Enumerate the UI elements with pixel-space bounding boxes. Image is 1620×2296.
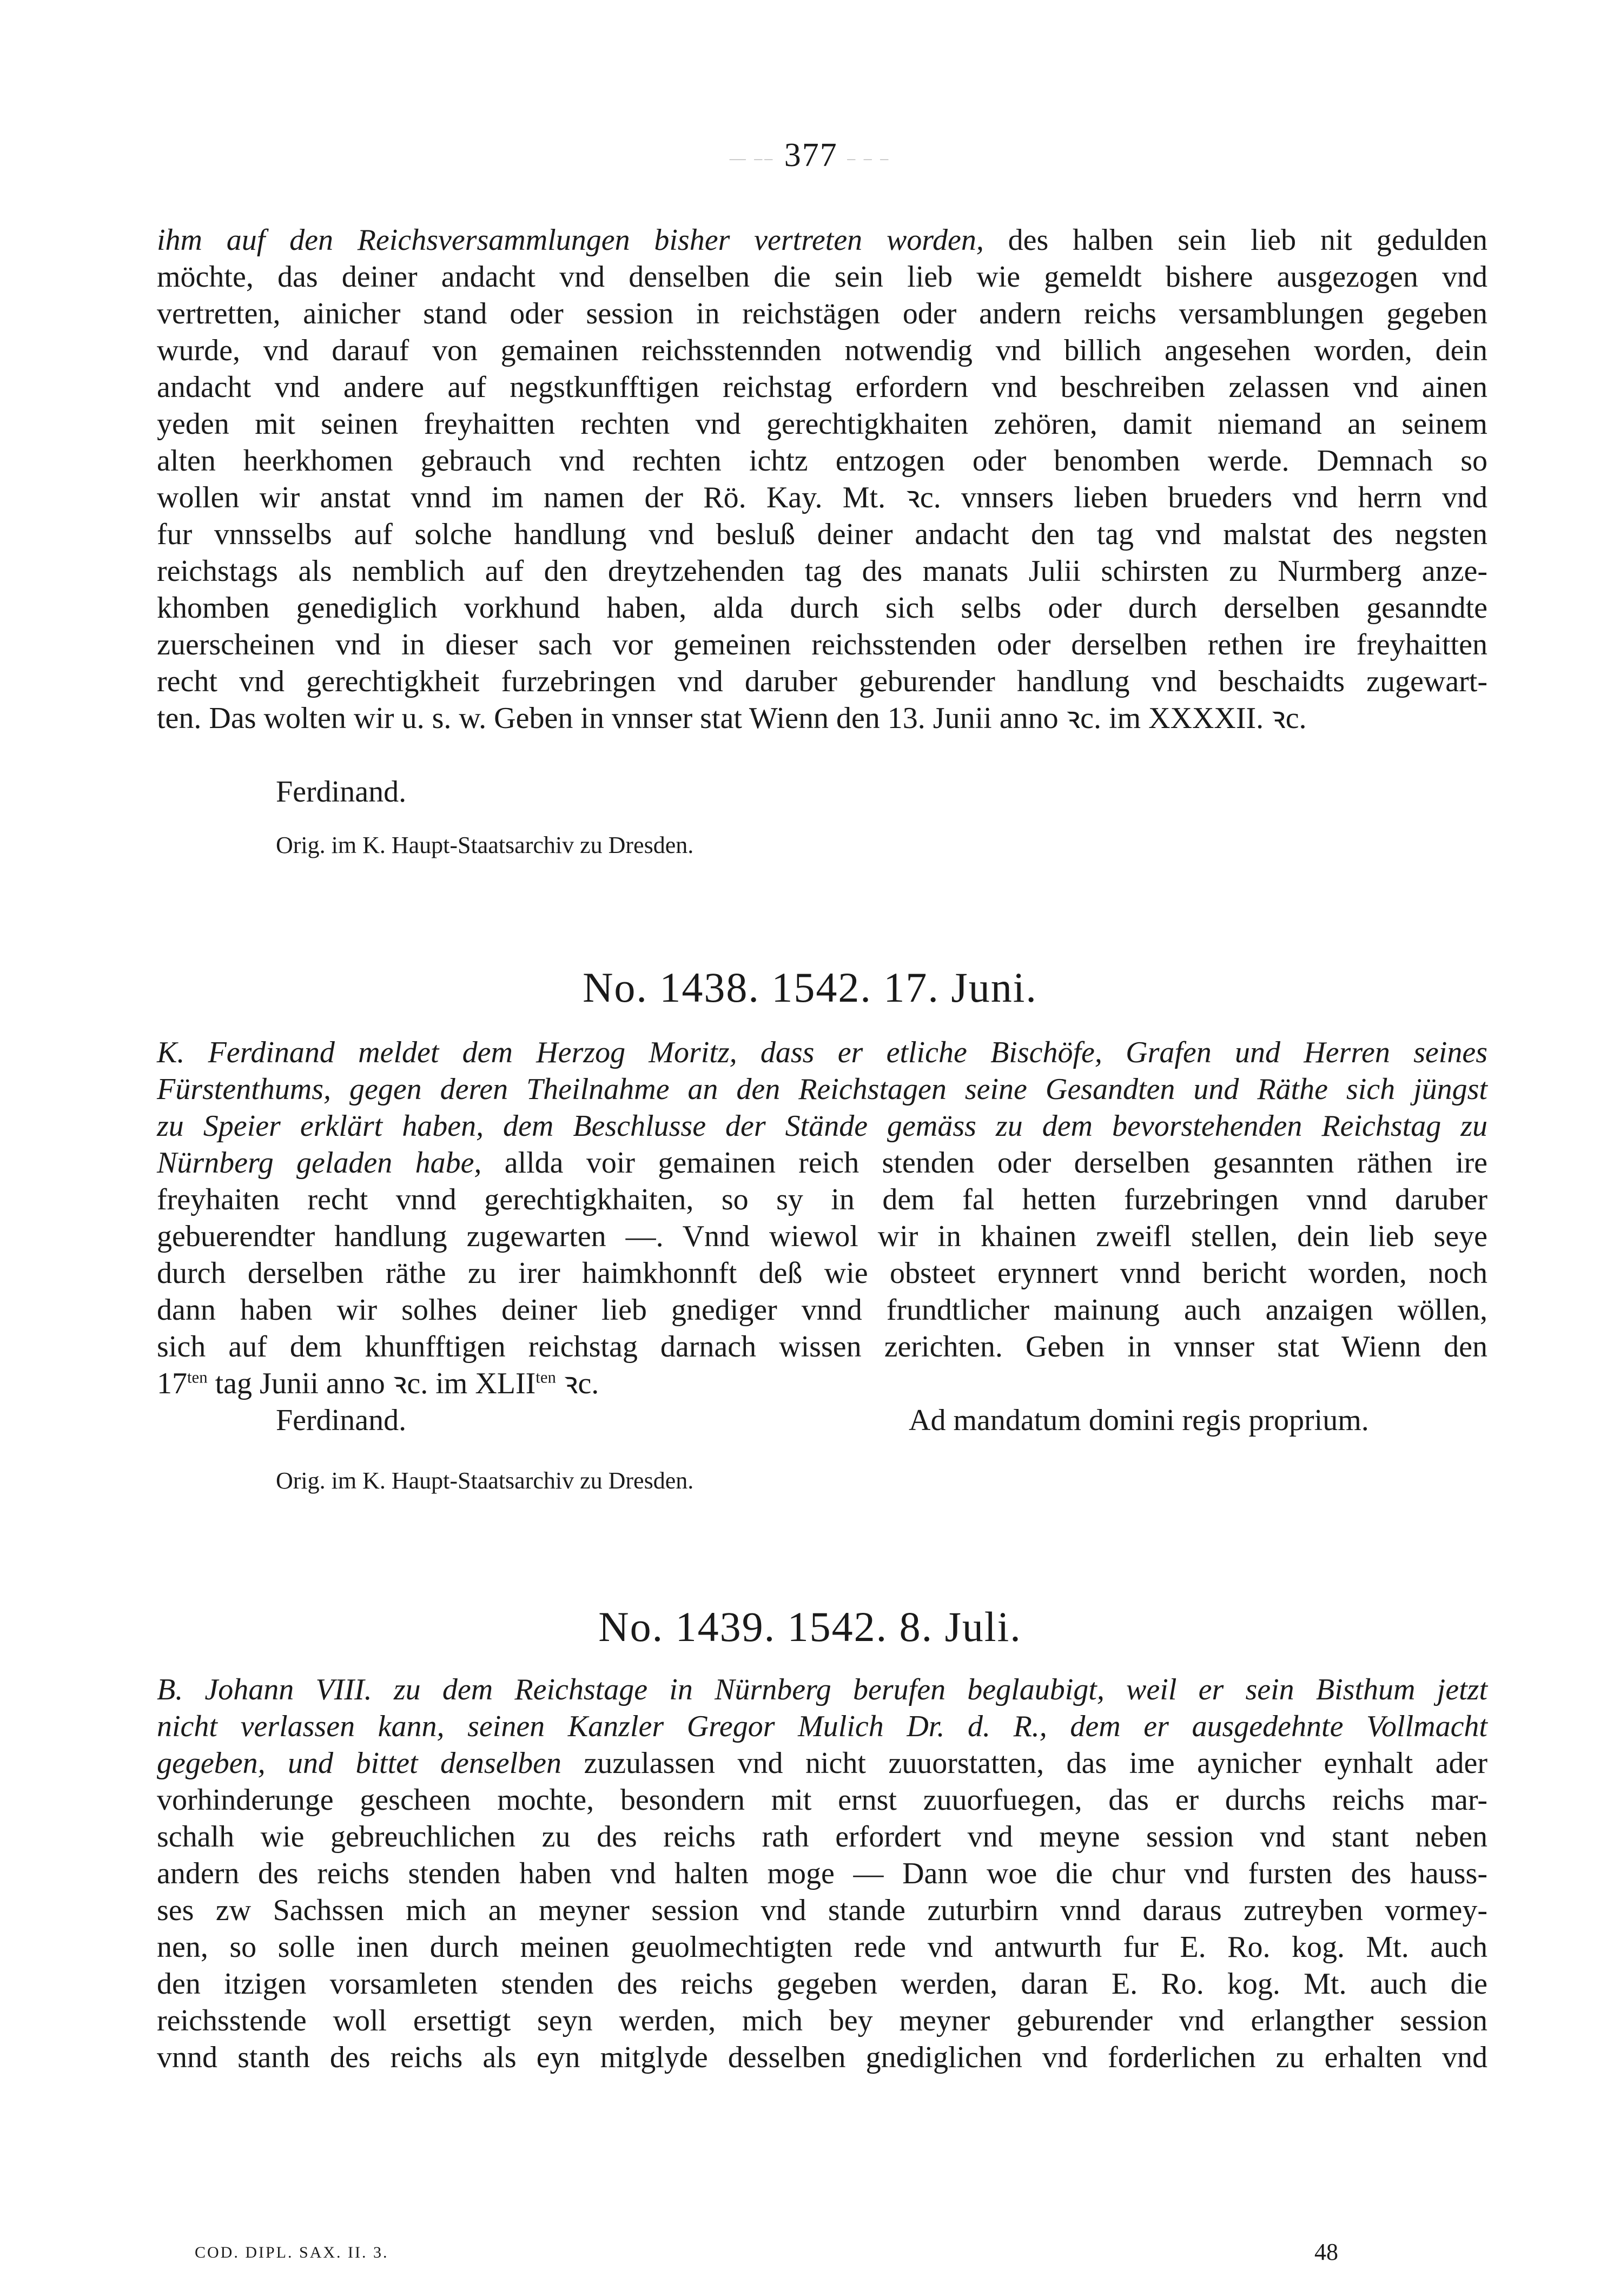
text-line bbox=[157, 1671, 1487, 1708]
ornament-dash-right: – – – bbox=[847, 149, 891, 167]
italic-span: Fürstenthums, gegen deren Theilnahme an den Reichstagen seine Gesandten und Räthe sich jüngst bbox=[157, 1073, 1487, 1106]
text-line: vorhinderunge gescheen mochte, besondern mit ernst zuuorfuegen, das er durchs reichs mar- bbox=[157, 1783, 1487, 1817]
text-line: dann haben wir solhes deiner lieb gnediger vnnd frundtlicher mainung auch anzaigen wöllen, bbox=[157, 1293, 1487, 1327]
text-line: khomben genediglich vorkhund haben, alda durch sich selbs oder durch derselben gesanndte bbox=[157, 591, 1487, 625]
italic-span: K. Ferdinand meldet dem Herzog Moritz, dass er etliche Bischöfe, Grafen und Herren seines bbox=[157, 1036, 1487, 1069]
italic-span: Nürnberg geladen habe, bbox=[157, 1146, 482, 1180]
text-line: durch derselben räthe zu irer haimkhonnft deß wie obsteet erynnert vnnd bericht worden, noch bbox=[157, 1256, 1487, 1290]
text-line: reichsstende woll ersettigt seyn werden, mich bey meyner geburender vnd erlangther session bbox=[157, 2004, 1487, 2037]
text-line bbox=[157, 1108, 1487, 1144]
date-end: ꝛc. bbox=[556, 1367, 599, 1400]
text-line bbox=[157, 1745, 1487, 1782]
document-heading: No. 1438. 1542. 17. Juni. bbox=[583, 964, 1037, 1011]
footer-signature-mark: 48 bbox=[1314, 2239, 1338, 2265]
italic-span: B. Johann VIII. zu dem Reichstage in Nürnberg berufen beglaubigt, weil er sein Bisthum jetzt bbox=[157, 1673, 1487, 1706]
text-line: reichstags als nemblich auf den dreytzehenden tag des manats Julii schirsten zu Nurmberg anze- bbox=[157, 554, 1487, 588]
text-line: andacht vnd andere auf negstkunfftigen reichstag erfordern vnd beschreiben zelassen vnd ainen bbox=[157, 370, 1487, 404]
page-number: 377 bbox=[784, 137, 838, 174]
text-line: den itzigen vorsamleten stenden des reichs gegeben werden, daran E. Ro. kog. Mt. auch die bbox=[157, 1967, 1487, 2001]
text-line: yeden mit seinen freyhaitten rechten vnd gerechtigkhaiten zehören, damit niemand an seinem bbox=[157, 407, 1487, 441]
text-line: andern des reichs stenden haben vnd halten moge — Dann woe die chur vnd fursten des hauss- bbox=[157, 1857, 1487, 1890]
date-line bbox=[157, 1365, 1487, 1402]
text-line: ten. Das wolten wir u. s. w. Geben in vnnser stat Wienn den 13. Junii anno ꝛc. im XXXXII. ꝛc. bbox=[157, 702, 1307, 735]
document-heading: No. 1439. 1542. 8. Juli. bbox=[598, 1603, 1022, 1650]
date-day: 17 bbox=[157, 1367, 187, 1400]
text-line bbox=[157, 222, 1487, 259]
text-line: möchte, das deiner andacht vnd denselben die sein lieb wie gemeldt bishere ausgezogen vnd bbox=[157, 260, 1487, 294]
text-line: fur vnnsselbs auf solche handlung vnd besluß deiner andacht den tag vnd malstat des negsten bbox=[157, 518, 1487, 551]
superscript: ten bbox=[187, 1368, 208, 1387]
italic-span: nicht verlassen kann, seinen Kanzler Gregor Mulich Dr. d. R., dem er ausgedehnte Vollmacht bbox=[157, 1710, 1487, 1743]
text-line: sich auf dem khunfftigen reichstag darnach wissen zerichten. Geben in vnnser stat Wienn den bbox=[157, 1330, 1487, 1364]
text-line: alten heerkhomen gebrauch vnd rechten ichtz entzogen oder benomben werde. Demnach so bbox=[157, 444, 1487, 478]
footer-collection-ref: COD. DIPL. SAX. II. 3. bbox=[195, 2244, 389, 2261]
text-span: des halben sein lieb nit gedulden bbox=[983, 223, 1488, 257]
source-note: Orig. im K. Haupt-Staatsarchiv zu Dresden. bbox=[276, 1467, 694, 1494]
source-note: Orig. im K. Haupt-Staatsarchiv zu Dresden. bbox=[276, 832, 694, 858]
italic-span: ihm auf den Reichsversammlungen bisher vertreten worden, bbox=[157, 223, 984, 257]
italic-span: zu Speier erklärt haben, dem Beschlusse der Stände gemäss zu dem bevorstehenden Reichstag zu bbox=[157, 1109, 1487, 1143]
text-line bbox=[157, 1034, 1487, 1071]
text-line: freyhaiten recht vnnd gerechtigkhaiten, so sy in dem fal hetten furzebringen vnnd daruber bbox=[157, 1183, 1487, 1216]
text-line bbox=[157, 1071, 1487, 1108]
superscript: ten bbox=[535, 1368, 556, 1387]
page-number-line bbox=[0, 136, 1620, 175]
mandate-note: Ad mandatum domini regis proprium. bbox=[909, 1404, 1369, 1437]
ornament-dash-left: — –– bbox=[729, 149, 775, 167]
signature: Ferdinand. bbox=[276, 775, 407, 809]
text-span: allda voir gemainen reich stenden oder derselben gesannten räthen ire bbox=[481, 1146, 1487, 1180]
text-line: recht vnd gerechtigkheit furzebringen vnd daruber geburender handlung vnd beschaidts zugewart- bbox=[157, 665, 1487, 698]
text-line: nen, so solle inen durch meinen geuolmechtigten rede vnd antwurth fur E. Ro. kog. Mt. auch bbox=[157, 1930, 1487, 1964]
text-line: wollen wir anstat vnnd im namen der Rö. Kay. Mt. ꝛc. vnnsers lieben brueders vnd herrn vnd bbox=[157, 481, 1487, 514]
text-line: vertretten, ainicher stand oder session in reichstägen oder andern reichs versamblungen gegeben bbox=[157, 297, 1487, 330]
italic-span: gegeben, und bittet denselben bbox=[157, 1746, 561, 1780]
text-line: vnnd stanth des reichs als eyn mitglyde desselben gnediglichen vnd forderlichen zu erhalten vnd bbox=[157, 2041, 1487, 2074]
text-line: wurde, vnd darauf von gemainen reichsstennden notwendig vnd billich angesehen worden, dein bbox=[157, 334, 1487, 367]
text-line: zuerscheinen vnd in dieser sach vor gemeinen reichsstenden oder derselben rethen ire freyhaitten bbox=[157, 628, 1487, 661]
text-line bbox=[157, 1708, 1487, 1745]
signature: Ferdinand. bbox=[276, 1404, 407, 1437]
text-line: ses zw Sachssen mich an meyner session vnd stande zuturbirn vnnd daraus zutreyben vormey- bbox=[157, 1894, 1487, 1927]
text-line: schalh wie gebreuchlichen zu des reichs rath erfordert vnd meyne session vnd stant neben bbox=[157, 1820, 1487, 1854]
date-mid: tag Junii anno ꝛc. im XLII bbox=[207, 1367, 536, 1400]
text-line bbox=[157, 1144, 1487, 1181]
text-span: zuzulassen vnd nicht zuuorstatten, das ime aynicher eynhalt ader bbox=[561, 1746, 1487, 1780]
text-line: gebuerendter handlung zugewarten —. Vnnd wiewol wir in khainen zweifl stellen, dein lieb seye bbox=[157, 1220, 1487, 1253]
